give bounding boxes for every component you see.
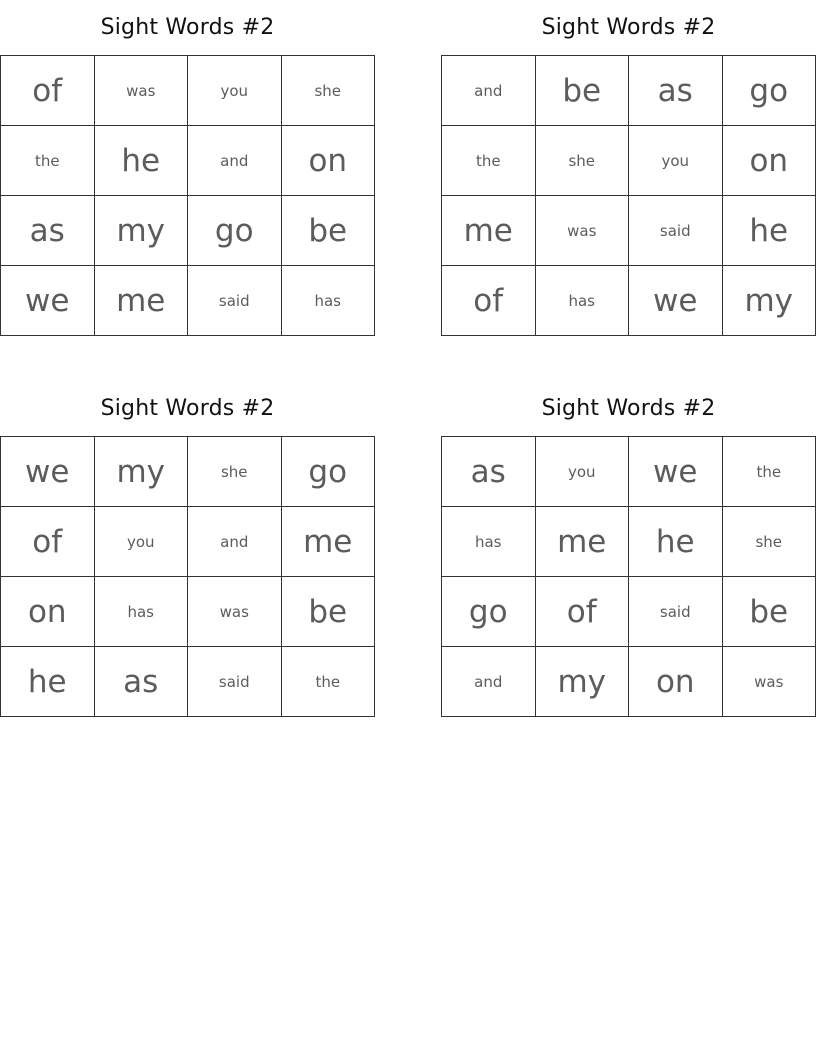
word-cell: the (1, 126, 95, 196)
word-cell: on (282, 126, 376, 196)
word-cell: as (442, 437, 536, 507)
word-grid (0, 436, 375, 717)
word-cell: be (723, 577, 816, 647)
word-cell: said (188, 647, 282, 717)
word-cell: we (1, 437, 95, 507)
bingo-card-2 (441, 0, 816, 336)
word-cell: you (95, 507, 189, 577)
word-cell: go (282, 437, 376, 507)
word-cell: we (629, 266, 723, 336)
word-cell: and (442, 56, 536, 126)
word-cell: of (536, 577, 630, 647)
word-cell: you (629, 126, 723, 196)
word-cell: on (723, 126, 816, 196)
word-cell: on (629, 647, 723, 717)
card-title: Sight Words #2 (541, 15, 716, 40)
word-cell: be (282, 577, 376, 647)
word-cell: as (629, 56, 723, 126)
word-cell: my (95, 437, 189, 507)
word-grid (441, 55, 816, 336)
word-cell: go (723, 56, 816, 126)
word-cell: of (442, 266, 536, 336)
word-cell: my (95, 196, 189, 266)
word-cell: was (723, 647, 816, 717)
word-cell: be (282, 196, 376, 266)
word-cell: of (1, 507, 95, 577)
card-title: Sight Words #2 (100, 396, 275, 421)
word-cell: was (188, 577, 282, 647)
word-cell: my (723, 266, 816, 336)
word-cell: has (536, 266, 630, 336)
word-cell: the (282, 647, 376, 717)
word-cell: he (95, 126, 189, 196)
word-cell: said (188, 266, 282, 336)
word-cell: has (282, 266, 376, 336)
word-cell: me (95, 266, 189, 336)
word-cell: the (442, 126, 536, 196)
word-cell: as (1, 196, 95, 266)
word-cell: of (1, 56, 95, 126)
word-cell: he (723, 196, 816, 266)
card-title: Sight Words #2 (100, 15, 275, 40)
word-cell: on (1, 577, 95, 647)
word-cell: he (1, 647, 95, 717)
word-cell: me (282, 507, 376, 577)
word-cell: has (442, 507, 536, 577)
word-cell: go (188, 196, 282, 266)
word-cell: said (629, 196, 723, 266)
word-cell: she (188, 437, 282, 507)
word-cell: me (442, 196, 536, 266)
bingo-card-4 (441, 381, 816, 717)
word-cell: go (442, 577, 536, 647)
word-cell: and (188, 507, 282, 577)
word-grid (0, 55, 375, 336)
word-cell: the (723, 437, 816, 507)
word-cell: was (536, 196, 630, 266)
word-cell: and (442, 647, 536, 717)
word-cell: was (95, 56, 189, 126)
bingo-card-3 (0, 381, 375, 717)
word-cell: she (723, 507, 816, 577)
word-cell: has (95, 577, 189, 647)
word-cell: she (282, 56, 376, 126)
word-grid (441, 436, 816, 717)
word-cell: he (629, 507, 723, 577)
card-title: Sight Words #2 (541, 396, 716, 421)
word-cell: me (536, 507, 630, 577)
bingo-card-1 (0, 0, 375, 336)
word-cell: we (1, 266, 95, 336)
word-cell: you (188, 56, 282, 126)
word-cell: she (536, 126, 630, 196)
word-cell: said (629, 577, 723, 647)
word-cell: you (536, 437, 630, 507)
word-cell: and (188, 126, 282, 196)
word-cell: as (95, 647, 189, 717)
word-cell: we (629, 437, 723, 507)
word-cell: be (536, 56, 630, 126)
word-cell: my (536, 647, 630, 717)
